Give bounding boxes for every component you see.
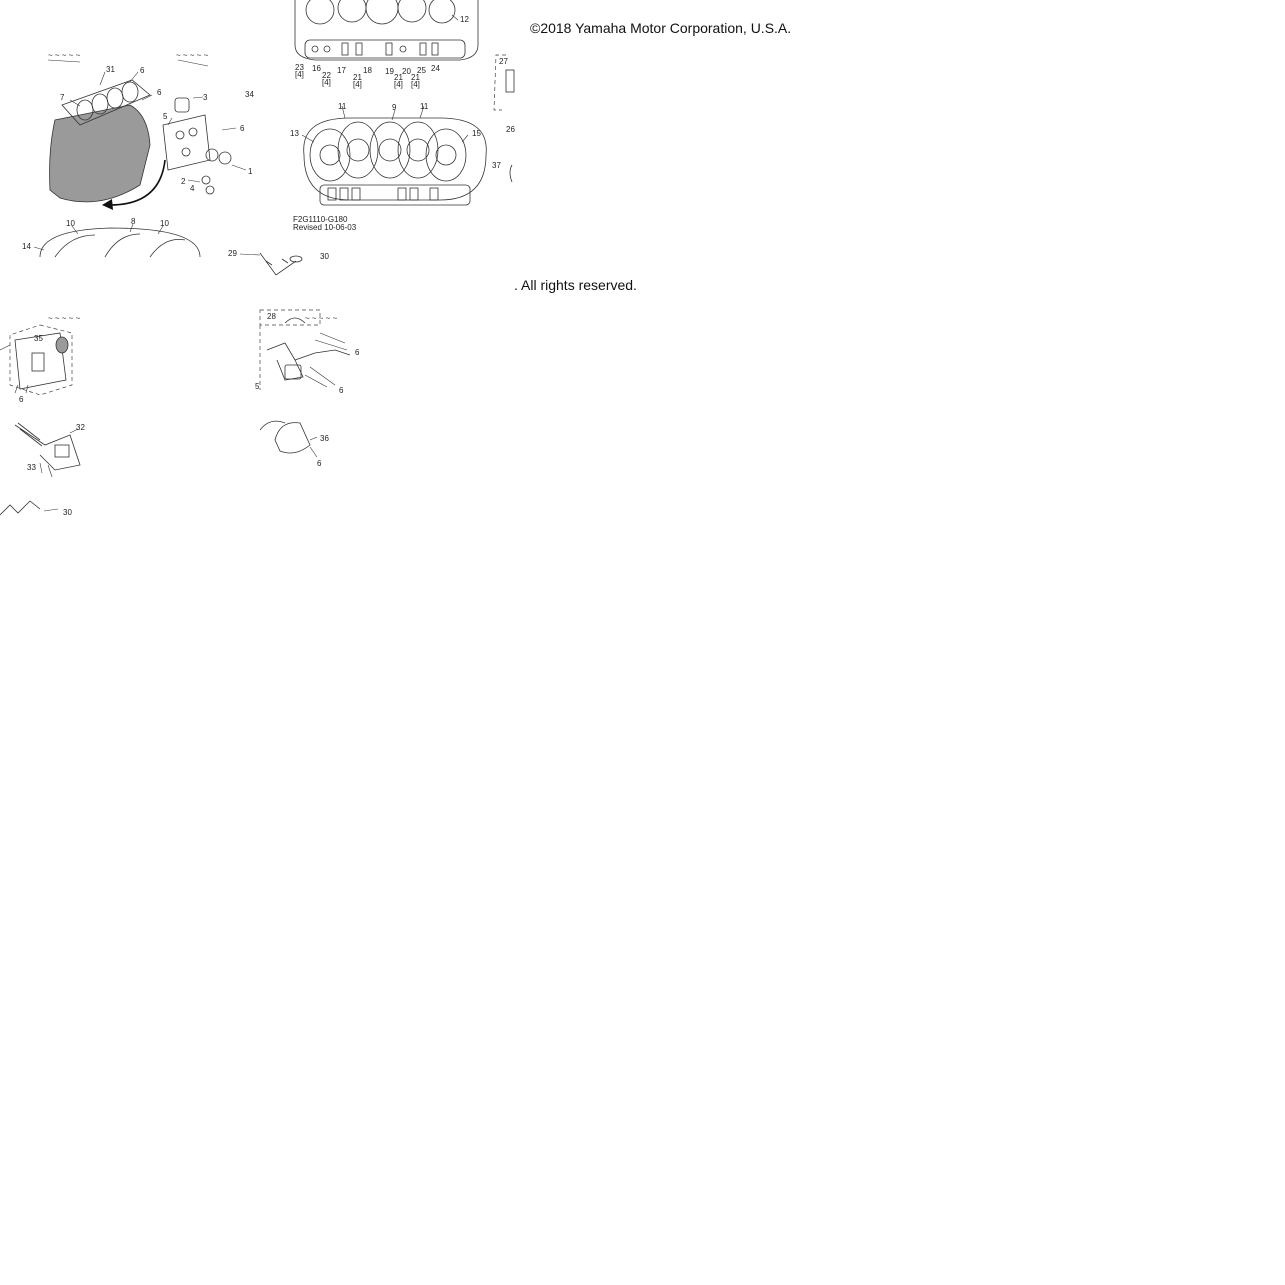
callout: 10 <box>160 219 169 228</box>
drawing-code: F2G1110-G180 <box>293 215 348 224</box>
callout: 35 <box>34 334 43 343</box>
callout: 27 <box>499 57 508 66</box>
callout: 30 <box>320 252 329 261</box>
callout: [4] <box>295 70 304 79</box>
note-right: ~ ~ ~ ~ ~ <box>176 51 209 60</box>
callout: 16 <box>312 64 321 73</box>
callout: 11 <box>338 102 347 111</box>
diagram-tile-right-sliver <box>488 0 514 190</box>
callout: 6 <box>157 88 162 97</box>
callout: 13 <box>290 129 299 138</box>
diagram-tile-lever-fragment <box>226 247 336 277</box>
callout: 20 <box>402 67 411 76</box>
callout: 3 <box>203 93 208 102</box>
callout: 26 <box>506 125 515 134</box>
callout: 32 <box>76 423 85 432</box>
callout: [4] <box>353 80 362 89</box>
callout: 2 <box>181 177 186 186</box>
callout: 36 <box>320 434 329 443</box>
note-throttle: ~ ~ ~ ~ ~ <box>305 314 338 323</box>
callout: 17 <box>337 66 346 75</box>
rights-text: . All rights reserved. <box>514 277 637 293</box>
callout: 31 <box>106 65 115 74</box>
dash-pod-drawing <box>0 0 290 257</box>
callout: 5 <box>255 382 260 391</box>
callout: 30 <box>63 508 72 517</box>
callout: 7 <box>60 93 65 102</box>
callout: 23 <box>295 63 304 72</box>
callout: 12 <box>460 15 469 24</box>
callout: [4] <box>394 80 403 89</box>
callout: 10 <box>66 219 75 228</box>
callout: 21 <box>411 73 420 82</box>
callout: 5 <box>163 112 168 121</box>
revision-note: Revised 10-06-03 <box>293 223 357 232</box>
callout: 34 <box>245 90 254 99</box>
pod-housing <box>50 105 150 202</box>
callout: [4] <box>322 78 331 87</box>
callout: 8 <box>131 217 136 226</box>
diagram-tile-display-harness <box>0 305 110 520</box>
note-left: ~ ~ ~ ~ ~ <box>48 51 81 60</box>
callout: 6 <box>355 348 360 357</box>
callout: 22 <box>322 71 331 80</box>
diagram-tile-dash-pod <box>0 0 290 257</box>
callout: 6 <box>317 459 322 468</box>
callout: 11 <box>420 102 429 111</box>
callout: 24 <box>431 64 440 73</box>
callout: 6 <box>19 395 24 404</box>
callout: 6 <box>140 66 145 75</box>
note-display: ~ ~ ~ ~ ~ <box>48 314 81 323</box>
callout: 6 <box>339 386 344 395</box>
callout: [4] <box>411 80 420 89</box>
callout: 25 <box>417 66 426 75</box>
diagram-tile-gauge-cluster <box>290 0 514 257</box>
panel-plate <box>163 115 210 170</box>
callout: 9 <box>392 103 397 112</box>
callout: 28 <box>267 312 276 321</box>
callout: 14 <box>22 242 31 251</box>
callout: 6 <box>240 124 245 133</box>
callout: 19 <box>385 67 394 76</box>
throttle-bracket <box>267 343 350 360</box>
gauge-bezel-lower <box>40 228 200 257</box>
diagram-tile-throttle <box>255 305 370 470</box>
callout: 18 <box>363 66 372 75</box>
callout: 33 <box>27 463 36 472</box>
callout: 4 <box>190 184 195 193</box>
callout: 29 <box>228 249 237 258</box>
callout: 21 <box>394 73 403 82</box>
copyright-text: ©2018 Yamaha Motor Corporation, U.S.A. <box>530 20 792 36</box>
callout: 37 <box>492 161 501 170</box>
callout: 21 <box>353 73 362 82</box>
gauge-cluster-drawing <box>290 0 514 257</box>
callout: 15 <box>472 129 481 138</box>
callout: 1 <box>248 167 253 176</box>
